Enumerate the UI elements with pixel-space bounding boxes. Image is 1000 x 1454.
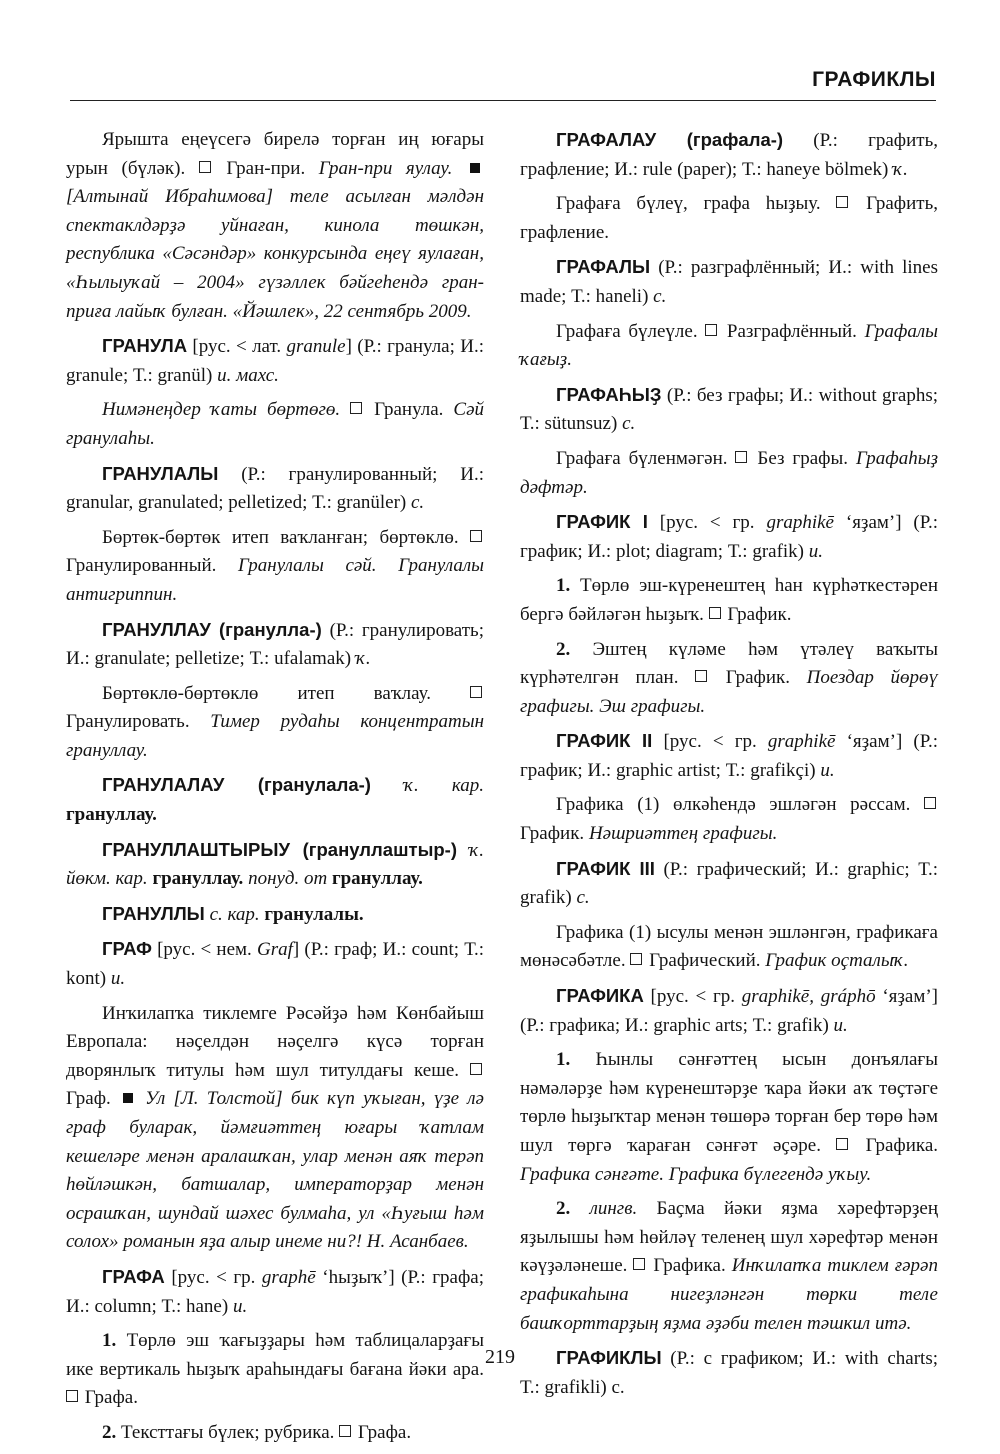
quotation-marker-icon xyxy=(123,1093,133,1103)
dictionary-paragraph xyxy=(520,1195,938,1338)
italic-text: Инҡилапҡа тиклем ғәрәп графикаһына нигеҙләнгән төрки теле башҡорттарҙың яҙма әҙәби телен тәшкил итә. xyxy=(520,1255,938,1334)
bold-text: 1. xyxy=(102,1330,117,1352)
headword: ГРАФИК II xyxy=(556,730,653,752)
headword: ГРАНУЛЛЫ xyxy=(102,902,205,924)
italic-text: и. махс. xyxy=(217,364,279,386)
entry-text: Графаға бүленмәгән. xyxy=(556,447,736,469)
italic-text: ҡ. кар. xyxy=(370,775,485,797)
dictionary-paragraph xyxy=(520,381,938,439)
entry-text: Гран-при. xyxy=(212,157,319,179)
bold-text: грануллау. xyxy=(152,868,244,890)
italic-text: Графика сәнғәте. Графика бүлегендә уҡыу. xyxy=(520,1163,872,1185)
russian-equivalent-marker-icon xyxy=(350,402,362,414)
italic-text: granule xyxy=(286,336,346,358)
headword: ГРАНУЛАЛЫ xyxy=(102,462,219,484)
italic-text: Гран-при яулау. xyxy=(318,157,466,179)
dictionary-paragraph xyxy=(66,1000,484,1257)
page-number: 219 xyxy=(485,1346,515,1368)
italic-text: ҡ. xyxy=(893,158,908,180)
dictionary-paragraph xyxy=(66,1327,484,1413)
entry-text: (Р.: графический; И.: graphic; Т.: grafik) xyxy=(520,858,938,909)
entry-text: [рус. < гр. xyxy=(164,1266,262,1288)
headword: ГРАФИК III xyxy=(556,857,655,879)
entry-text: (Р.: гранулировать; И.: granulate; pelletize; Т.: ufalamak) xyxy=(66,619,484,670)
entry-text: Графить, графление. xyxy=(520,193,938,243)
headword: ГРАФА xyxy=(102,1265,165,1287)
entry-text: Баҫма йәки яҙма хәрефтәрҙең яҙылышы һәм һөйләү теленең шул хәрефтәр менән кәүҙәләнеше. xyxy=(520,1198,938,1277)
bold-text: грануллау. xyxy=(66,804,157,826)
entry-text: (Р.: графить, графление; И.: rule (paper); Т.: haneye bölmek) xyxy=(520,130,938,180)
bold-text: гранулалы. xyxy=(264,903,364,925)
entry-text: ‘яҙам’] (Р.: графика; И.: graphic arts; Т.: grafik) xyxy=(520,986,939,1036)
entry-text: Графаға бүлеүле. xyxy=(556,320,706,342)
dictionary-paragraph xyxy=(520,126,938,184)
russian-equivalent-marker-icon xyxy=(199,161,211,173)
italic-text: ҡ. йөкм. кар. xyxy=(66,839,484,890)
entry-text: [рус. < гр. xyxy=(643,986,742,1008)
entry-text: [рус. < лат. xyxy=(187,336,287,358)
italic-text: graphē xyxy=(261,1266,316,1288)
italic-text: [Алтынай Ибраһимова] теле асылған мәлдән спектаклдәрҙә уйнаған, кинола төшкән, республика «Сәсәндәр» конкурсында еңеү яулаған, «Һылыуҡай – 2004» гүзәллек бәйгеһендә гран-приға лайыҡ булған. «Йәшлек», 22 сентябрь 2009. xyxy=(66,186,484,322)
entry-text: Графика. xyxy=(647,1255,732,1277)
italic-text: Тимер рудаһы концентратын грануллау. xyxy=(66,711,484,761)
entry-text: Ярышта еңеүсегә бирелә торған иң юғары урын (бүләк). xyxy=(66,129,484,179)
entry-text: Бөртөклө-бөртөклө итеп ваҡлау. xyxy=(102,682,470,704)
entry-text: График. xyxy=(520,823,589,845)
entry-text: ] (Р.: граф; И.: count; Т.: kont) xyxy=(66,939,484,990)
russian-equivalent-marker-icon xyxy=(470,686,482,698)
entry-text: Графический. xyxy=(644,950,766,972)
entry-text: График. xyxy=(709,667,807,689)
entry-text: (Р.: гранулированный; И.: granular, granulated; pelletized; Т.: granüler) xyxy=(66,463,484,514)
dictionary-paragraph xyxy=(66,524,484,610)
entry-text: ‘һыҙыҡ’] (Р.: графа; И.: column; Т.: hane) xyxy=(66,1266,484,1317)
russian-equivalent-marker-icon xyxy=(66,1390,78,1402)
quotation-marker-icon xyxy=(470,163,480,173)
italic-text: Graf xyxy=(256,939,293,961)
headword: ГРАНУЛЛАУ (гранулла-) xyxy=(102,618,322,640)
italic-text: и. xyxy=(833,1014,848,1036)
italic-text: Поездар йөрөү графигы. Эш графигы. xyxy=(520,667,939,717)
headword: ГРАФАЛЫ xyxy=(556,256,651,278)
entry-text: (Р.: с графиком; И.: with charts; Т.: grafikli) с. xyxy=(520,1348,938,1398)
italic-text: Графаһыҙ дәфтәр. xyxy=(520,447,938,498)
entry-text: Тексттағы бүлек; рубрика. xyxy=(116,1421,340,1443)
dictionary-paragraph xyxy=(520,572,938,629)
dictionary-paragraph xyxy=(66,332,484,390)
entry-text: Графа. xyxy=(353,1421,412,1443)
dictionary-paragraph xyxy=(66,836,484,894)
entry-text: Төрлө эш ҡағыҙҙары һәм таблицаларҙағы ике вертикаль һыҙыҡ араһындағы бағана йәки ара. xyxy=(66,1330,484,1380)
entry-text: Граф. xyxy=(66,1088,119,1110)
headword: ГРАФИКА xyxy=(556,985,644,1007)
dictionary-paragraph xyxy=(520,318,938,375)
entry-text: Эштең күләме һәм үтәлеү ваҡыты күрһәтелгән план. xyxy=(520,638,938,689)
italic-text: graphikē, gráphō xyxy=(741,986,876,1008)
dictionary-paragraph xyxy=(520,445,938,502)
russian-equivalent-marker-icon xyxy=(709,607,721,619)
dictionary-paragraph xyxy=(66,680,484,766)
bold-text: 2. xyxy=(556,638,571,660)
entry-text: Графика (1) ысулы менән эшләнгән, графикаға мөнәсәбәтле. xyxy=(520,921,938,972)
italic-text: График оҫталыҡ. xyxy=(765,950,909,972)
russian-equivalent-marker-icon xyxy=(836,196,848,208)
dictionary-paragraph xyxy=(66,460,484,518)
dictionary-paragraph xyxy=(66,771,484,829)
dictionary-paragraph xyxy=(520,855,938,913)
entry-text: Төрлө эш-күренештең һан күрһәткестәрен бергә бәйләгән һыҙыҡ. xyxy=(520,575,938,625)
italic-text: с. xyxy=(653,285,667,307)
headword: ГРАНУЛАЛАУ (гранулала-) xyxy=(102,774,371,796)
italic-text: Нәшриәттең графигы. xyxy=(588,823,778,845)
dictionary-paragraph xyxy=(520,190,938,247)
dictionary-paragraph xyxy=(520,636,938,722)
dictionary-paragraph xyxy=(520,791,938,848)
dictionary-paragraph xyxy=(66,396,484,453)
dictionary-paragraph xyxy=(520,253,938,311)
italic-text: с. xyxy=(622,413,636,435)
italic-text: и. xyxy=(232,1295,248,1317)
italic-text: и. xyxy=(110,968,126,990)
left-column xyxy=(66,126,484,1454)
entry-text: Графика (1) өлкәһендә эшләгән рәссам. xyxy=(556,794,924,816)
entry-text: [рус. < гр. xyxy=(652,731,768,753)
italic-text: graphikē xyxy=(767,731,836,753)
italic-text: graphikē xyxy=(766,512,834,534)
dictionary-paragraph xyxy=(520,727,938,785)
entry-text: Разграфлённый. xyxy=(719,320,865,342)
entry-text: Гранулированный. xyxy=(66,555,239,577)
bold-text: 1. xyxy=(556,575,571,597)
russian-equivalent-marker-icon xyxy=(633,1258,645,1270)
entry-text: Графаға бүлеү, графа һыҙыу. xyxy=(556,193,837,215)
headword: ГРАНУЛА xyxy=(102,335,188,357)
entry-text: [рус. < нем. xyxy=(151,939,257,961)
italic-text: лингв. xyxy=(570,1198,638,1220)
dictionary-paragraph xyxy=(66,126,484,326)
entry-text: ‘яҙам’] (Р.: график; И.: plot; diagram; Т.: grafik) xyxy=(520,512,938,562)
entry-text: Гранула. xyxy=(364,399,454,421)
italic-text: Гранулалы сәй. Гранулалы антигриппин. xyxy=(66,555,484,605)
russian-equivalent-marker-icon xyxy=(470,530,482,542)
entry-text: ‘яҙам’] (Р.: график; И.: graphic artist; Т.: grafikçi) xyxy=(520,731,938,781)
dictionary-paragraph xyxy=(66,900,484,930)
entry-text: ] (Р.: гранула; И.: granule; Т.: granül) xyxy=(66,336,484,386)
right-column xyxy=(520,126,938,1408)
italic-text: с. xyxy=(411,492,425,514)
page-header xyxy=(70,68,936,101)
entry-text: Гранулировать. xyxy=(66,711,211,733)
headword: ГРАФ xyxy=(102,938,152,960)
dictionary-paragraph xyxy=(66,1419,484,1448)
italic-text: и. xyxy=(808,540,824,562)
headword: ГРАФАЛАУ (графала-) xyxy=(556,129,784,150)
italic-text: Сәй гранулаһы. xyxy=(66,399,485,449)
headword: ГРАФИК I xyxy=(556,511,648,533)
italic-text: ҡ. xyxy=(355,648,371,670)
russian-equivalent-marker-icon xyxy=(470,1063,482,1075)
russian-equivalent-marker-icon xyxy=(836,1138,848,1150)
bold-text: 1. xyxy=(556,1049,571,1071)
entry-text: Графа. xyxy=(80,1387,138,1409)
italic-text: Нимәнеңдер ҡаты бөртөгө. xyxy=(102,399,351,421)
headword: ГРАФИКЛЫ xyxy=(556,1347,662,1369)
russian-equivalent-marker-icon xyxy=(630,953,642,965)
bold-text: 2. xyxy=(556,1198,571,1220)
italic-text: и. xyxy=(820,759,835,781)
running-head: ГРАФИКЛЫ xyxy=(812,68,936,91)
dictionary-paragraph xyxy=(520,508,938,566)
entry-text: (Р.: разграфлённый; И.: with lines made; Т.: haneli) xyxy=(520,257,938,307)
russian-equivalent-marker-icon xyxy=(924,797,936,809)
dictionary-paragraph xyxy=(66,616,484,674)
dictionary-paragraph xyxy=(520,919,938,976)
dictionary-paragraph xyxy=(520,982,938,1040)
bold-text: 2. xyxy=(102,1421,117,1443)
entry-text: Бөртөк-бөртөк итеп ваҡланған; бөртөклө. xyxy=(102,526,470,548)
dictionary-paragraph xyxy=(66,935,484,993)
italic-text: Графалы ҡағыҙ. xyxy=(520,320,938,371)
headword: ГРАНУЛЛАШТЫРЫУ (грануллаштыр-) xyxy=(102,838,457,860)
entry-text: Инҡилапҡа тиклемге Рәсәйҙә һәм Көнбайыш Европала: нәҫелдән нәҫелгә күсә торған дворянлыҡ титулы һәм шул титулдағы кеше. xyxy=(66,1002,484,1081)
dictionary-paragraph xyxy=(66,1263,484,1321)
entry-text: Без графы. xyxy=(749,447,856,469)
bold-text: грануллау. xyxy=(331,868,423,890)
italic-text: с. кар. xyxy=(204,903,265,925)
entry-text: (Р.: без графы; И.: without graphs; Т.: sütunsuz) xyxy=(520,384,938,435)
entry-text: [рус. < гр. xyxy=(647,512,767,534)
russian-equivalent-marker-icon xyxy=(735,451,747,463)
dictionary-paragraph xyxy=(520,1046,938,1189)
italic-text: с. xyxy=(576,887,590,909)
entry-text: Графика. xyxy=(850,1135,938,1156)
italic-text: понуд. от xyxy=(243,868,332,890)
russian-equivalent-marker-icon xyxy=(705,324,717,336)
italic-text: Ул [Л. Толстой] бик күп уҡыған, үҙе лә граф буларак, йәмғиәттең юғары ҡатлам кешеләре менән аралашҡан, улар менән аяҡ терәп һөйләшкән, батшалар, императорҙар менән осрашҡан, шундай шәхес булмаһа, ул «Һуғыш һәм солох» романын яҙа алыр инеме ни?! Н. Асанбаев. xyxy=(66,1088,484,1253)
entry-text: Һынлы сәнғәттең ысын донъялағы нәмәләрҙе һәм күренештәрҙе ҡара йәки аҡ төҫтәге төрлө һыҙыҡтар менән төшөрә торған бер төрө һәм шул төргә ҡараған сәнғәт әҫәре. xyxy=(520,1049,938,1156)
russian-equivalent-marker-icon xyxy=(695,670,707,682)
entry-text: График. xyxy=(722,603,792,625)
headword: ГРАФАҺЫҘ xyxy=(556,383,662,405)
